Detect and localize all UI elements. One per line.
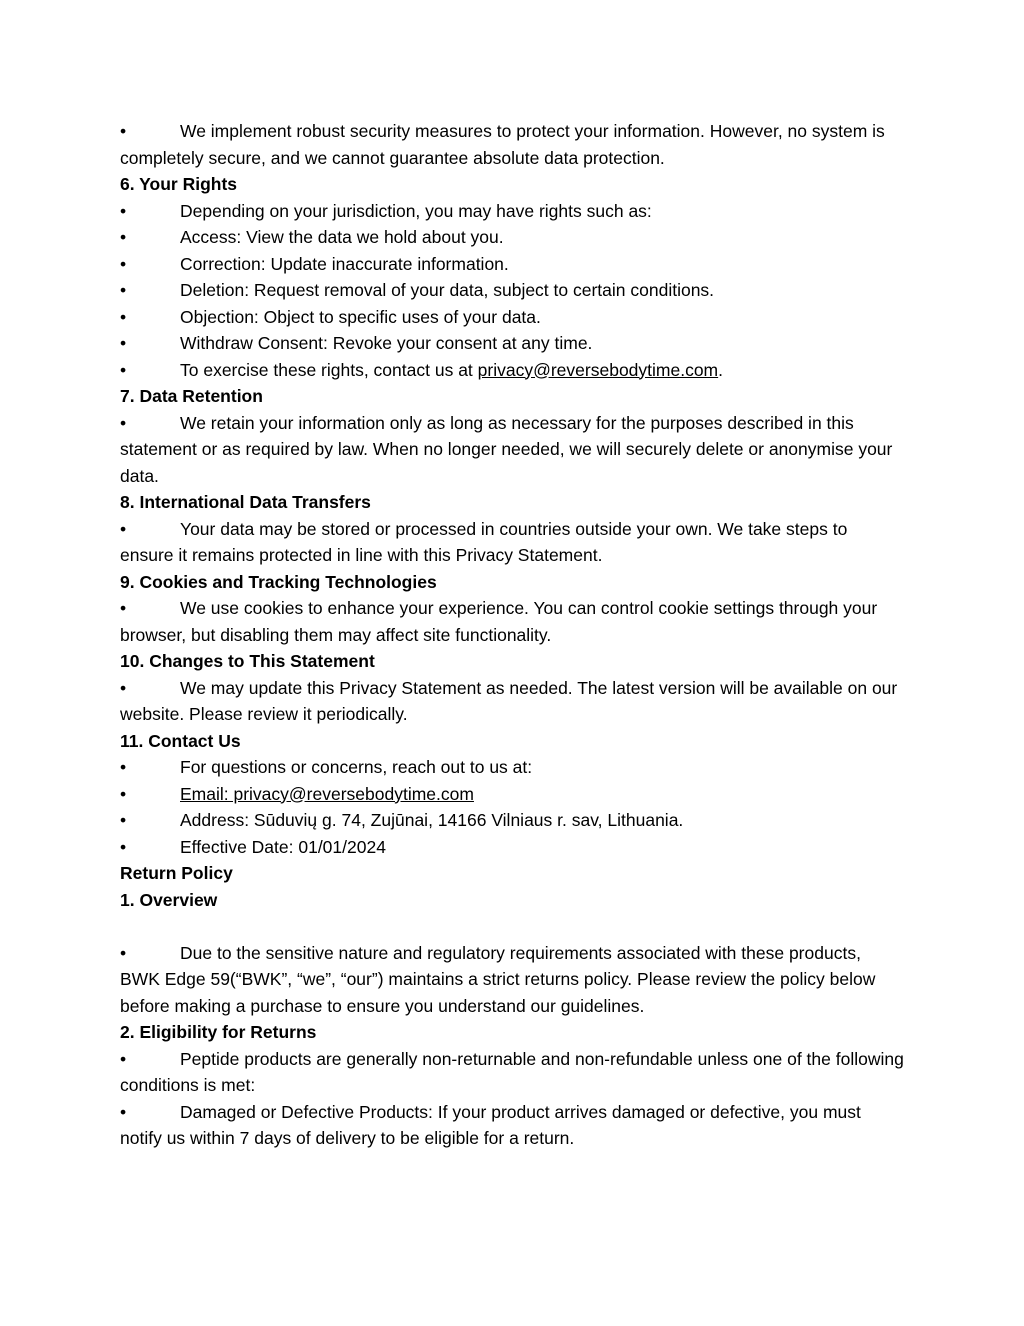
- bullet-icon: •: [120, 518, 127, 539]
- bullet-icon: •: [120, 677, 127, 698]
- bullet-icon: •: [120, 227, 127, 247]
- bullet-icon: •: [120, 200, 127, 221]
- bullet-icon: •: [120, 412, 127, 433]
- bullet-paragraph: [120, 754, 904, 781]
- bullet-paragraph: [120, 595, 904, 648]
- text-run: Deletion: Request removal of your data, subject to certain conditions.: [180, 280, 715, 300]
- bullet-icon: •: [120, 280, 127, 300]
- bullet-paragraph: [120, 357, 904, 384]
- bullet-paragraph: [120, 118, 904, 171]
- section-heading: 1. Overview: [120, 889, 218, 910]
- bullet-paragraph: [120, 516, 904, 569]
- text-run: We may update this Privacy Statement as needed. The latest version will be available on our website. Please review it periodically.: [120, 677, 898, 724]
- bullet-paragraph: [120, 277, 904, 304]
- text-run: Access: View the data we hold about you.: [180, 227, 504, 247]
- text-run: Damaged or Defective Products: If your product arrives damaged or defective, you must notify us within 7 days of delivery to be eligible for a return.: [120, 1101, 861, 1148]
- text-run: Your data may be stored or processed in countries outside your own. We take steps to ensure it remains protected in line with this Privacy Statement.: [120, 518, 848, 565]
- text-run: Peptide products are generally non-returnable and non-refundable unless one of the following conditions is met:: [120, 1048, 904, 1095]
- bullet-paragraph: [120, 198, 904, 225]
- email-link[interactable]: privacy@reversebodytime.com: [477, 359, 719, 380]
- bullet-paragraph: [120, 1099, 904, 1152]
- section-heading: 7. Data Retention: [120, 386, 263, 406]
- bullet-icon: •: [120, 1101, 127, 1122]
- section-heading: 8. International Data Transfers: [120, 492, 371, 512]
- bullet-icon: •: [120, 810, 127, 830]
- bullet-paragraph: [120, 304, 904, 331]
- bullet-paragraph: [120, 330, 904, 357]
- text-run: Depending on your jurisdiction, you may have rights such as:: [180, 200, 652, 221]
- section-heading: 11. Contact Us: [120, 730, 241, 751]
- bullet-icon: •: [120, 1048, 127, 1069]
- text-run: We implement robust security measures to protect your information. However, no system is completely secure, and we cannot guarantee absolute data protection.: [120, 121, 885, 168]
- bullet-icon: •: [120, 306, 127, 327]
- bullet-icon: •: [120, 598, 127, 618]
- bullet-paragraph: [120, 834, 904, 861]
- section-heading: 6. Your Rights: [120, 174, 238, 194]
- text-run: .: [718, 359, 724, 380]
- document-body: [120, 118, 904, 1152]
- bullet-icon: •: [120, 783, 127, 804]
- text-run: Address: Sūduvių g. 74, Zujūnai, 14166 Vilniaus r. sav, Lithuania.: [180, 810, 684, 830]
- section-heading: 9. Cookies and Tracking Technologies: [120, 571, 437, 592]
- text-run: Effective Date: 01/01/2024: [180, 836, 386, 857]
- text-run: Due to the sensitive nature and regulatory requirements associated with these products, BWK Edge 59(“BWK”, “we”, “our”) maintains a strict returns policy. Please review the policy below before making a purchase to ensure you understand our guidelines.: [120, 942, 876, 1016]
- bullet-icon: •: [120, 121, 127, 141]
- text-run: We retain your information only as long as necessary for the purposes described in this statement or as required by law. When no longer needed, we will securely delete or anonymise your data.: [120, 412, 893, 486]
- text-run: Withdraw Consent: Revoke your consent at any time.: [180, 333, 593, 353]
- bullet-icon: •: [120, 359, 127, 380]
- email-link[interactable]: Email: privacy@reversebodytime.com: [180, 783, 474, 804]
- bullet-paragraph: [120, 675, 904, 728]
- bullet-icon: •: [120, 836, 127, 857]
- section-heading: Return Policy: [120, 863, 233, 883]
- bullet-paragraph: [120, 807, 904, 834]
- section-heading: 2. Eligibility for Returns: [120, 1022, 317, 1042]
- bullet-icon: •: [120, 942, 127, 963]
- bullet-icon: •: [120, 333, 127, 353]
- bullet-icon: •: [120, 757, 127, 777]
- bullet-paragraph: [120, 224, 904, 251]
- bullet-paragraph: [120, 251, 904, 278]
- text-run: Correction: Update inaccurate information.: [180, 253, 509, 274]
- text-run: To exercise these rights, contact us at: [180, 359, 478, 380]
- bullet-paragraph: [120, 1046, 904, 1099]
- text-run: We use cookies to enhance your experience. You can control cookie settings through your browser, but disabling them may affect site functionality.: [120, 598, 878, 645]
- bullet-icon: •: [120, 253, 127, 274]
- blank-line: [120, 913, 904, 940]
- text-run: For questions or concerns, reach out to us at:: [180, 757, 533, 777]
- section-heading: 10. Changes to This Statement: [120, 651, 375, 671]
- bullet-paragraph: [120, 410, 904, 490]
- bullet-paragraph: [120, 940, 904, 1020]
- bullet-paragraph: [120, 781, 904, 808]
- text-run: Objection: Object to specific uses of your data.: [180, 306, 541, 327]
